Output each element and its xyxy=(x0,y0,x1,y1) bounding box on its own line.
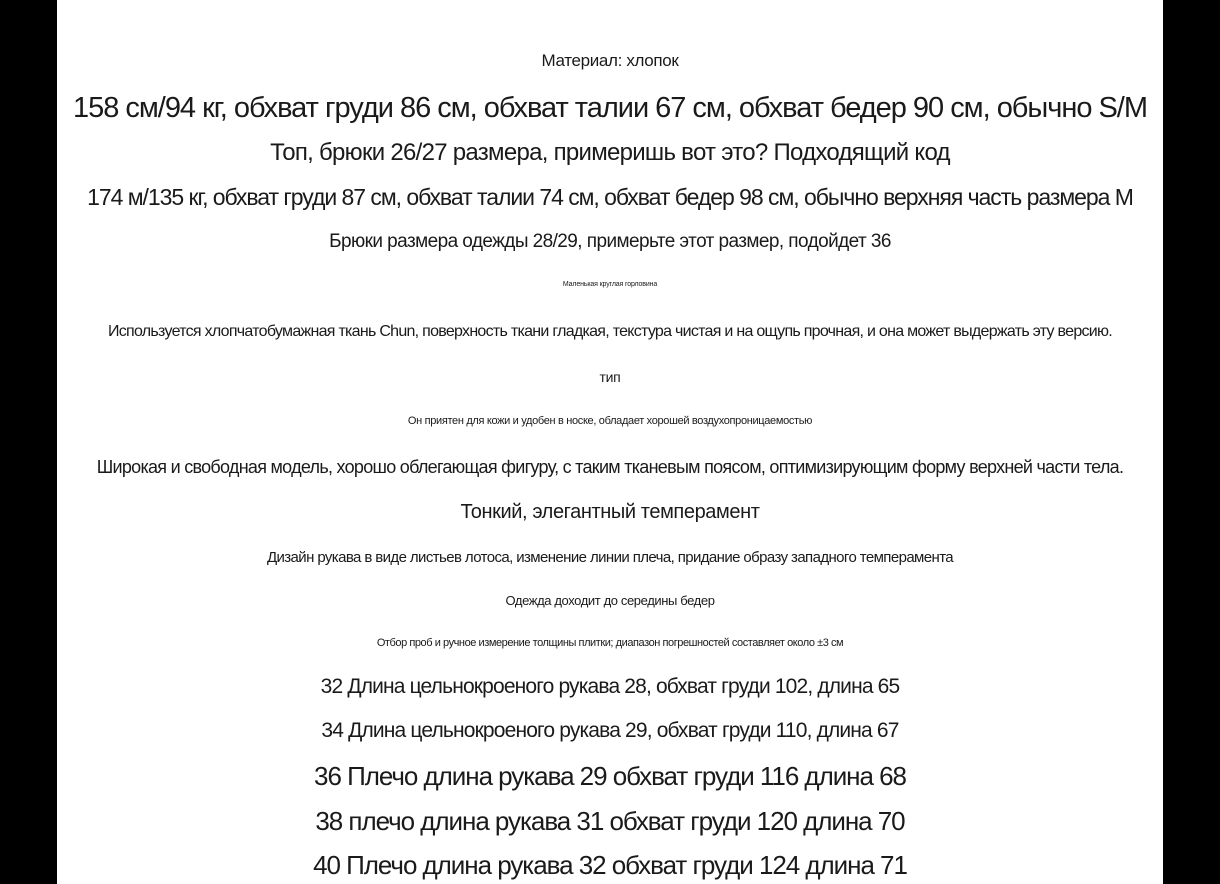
size-ref-2-measurements: 174 м/135 кг, обхват груди 87 см, обхват талии 74 см, обхват бедер 98 см, обычно верхняя часть размера M xyxy=(87,184,1133,210)
size-row-34: 34 Длина цельнокроеного рукава 29, обхват груди 110, длина 67 xyxy=(321,719,899,742)
size-ref-1-recommendation: Топ, брюки 26/27 размера, примеришь вот это? Подходящий код xyxy=(270,139,950,166)
length-caption: Одежда доходит до середины бедер xyxy=(505,593,715,608)
size-row-38: 38 плечо длина рукава 31 обхват груди 120 длина 70 xyxy=(315,806,905,836)
size-ref-1-measurements: 158 см/94 кг, обхват груди 86 см, обхват талии 67 см, обхват бедер 90 см, обычно S/M xyxy=(72,92,1147,124)
material-text: Материал: хлопок xyxy=(541,51,679,70)
size-row-40: 40 Плечо длина рукава 32 обхват груди 124 длина 71 xyxy=(313,850,907,880)
style-heading: Тонкий, элегантный темперамент xyxy=(460,501,760,523)
measurement-note: Отбор проб и ручное измерение толщины плитки; диапазон погрешностей составляет около ±3 см xyxy=(376,637,844,649)
comfort-caption: Он приятен для кожи и удобен в носке, обладает хорошей воздухопроницаемостью xyxy=(407,415,813,427)
size-row-36: 36 Плечо длина рукава 29 обхват груди 116 длина 68 xyxy=(314,761,906,791)
fabric-description: Используется хлопчатобумажная ткань Chun, поверхность ткани гладкая, текстура чистая и на ощупь прочная, и она может выдержать эту версию. xyxy=(107,323,1113,340)
sleeve-description: Дизайн рукава в виде листьев лотоса, изменение линии плеча, придание образу западного темперамента xyxy=(266,549,954,566)
type-caption: тип xyxy=(599,369,621,385)
size-row-32: 32 Длина цельнокроеного рукава 28, обхват груди 102, длина 65 xyxy=(320,675,900,698)
neckline-caption: Маленькая круглая горловина xyxy=(562,281,658,288)
product-description-page xyxy=(57,0,1163,884)
size-ref-2-recommendation: Брюки размера одежды 28/29, примерьте этот размер, подойдет 36 xyxy=(329,231,891,252)
fit-description: Широкая и свободная модель, хорошо облегающая фигуру, с таким тканевым поясом, оптимизирующим форму верхней части тела. xyxy=(96,457,1124,477)
